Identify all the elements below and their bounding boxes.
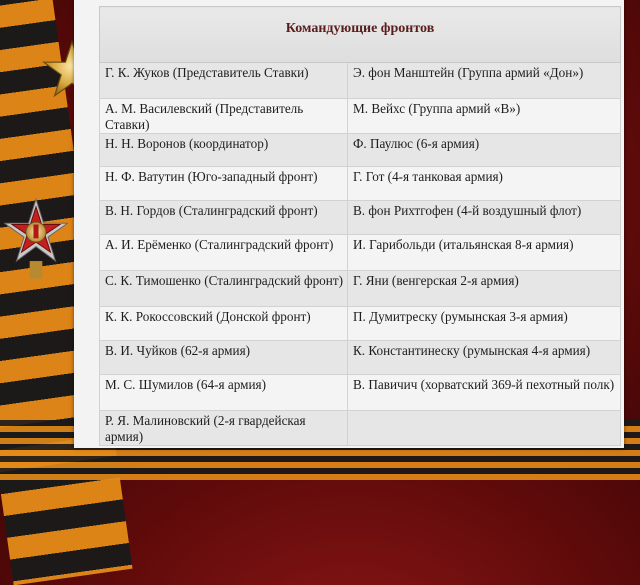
table-row (100, 341, 621, 375)
table-row (100, 271, 621, 307)
axis-commander-cell: Э. фон Манштейн (Группа армий «Дон») (348, 63, 621, 99)
table-row (100, 167, 621, 201)
table-title: Командующие фронтов (100, 7, 621, 63)
soviet-commander-cell: В. Н. Гордов (Сталинградский фронт) (100, 201, 348, 235)
commanders-panel (74, 0, 624, 448)
axis-commander-cell: К. Константинеску (румынская 4-я армия) (348, 341, 621, 375)
axis-commander-cell: Ф. Паулюс (6-я армия) (348, 134, 621, 167)
axis-commander-cell: Г. Яни (венгерская 2-я армия) (348, 271, 621, 307)
table-row (100, 63, 621, 99)
soviet-commander-cell: Р. Я. Малиновский (2-я гвардейская армия) (100, 411, 348, 446)
axis-commander-cell: И. Гарибольди (итальянская 8-я армия) (348, 235, 621, 271)
soviet-commander-cell: С. К. Тимошенко (Сталинградский фронт) (100, 271, 348, 307)
table-body (100, 63, 621, 446)
soviet-commander-cell: А. И. Ерёменко (Сталинградский фронт) (100, 235, 348, 271)
table-row (100, 411, 621, 446)
axis-commander-cell: П. Думитреску (румынская 3-я армия) (348, 307, 621, 341)
soviet-commander-cell: В. И. Чуйков (62-я армия) (100, 341, 348, 375)
soviet-commander-cell: Н. Ф. Ватутин (Юго-западный фронт) (100, 167, 348, 201)
soviet-commander-cell: Г. К. Жуков (Представитель Ставки) (100, 63, 348, 99)
axis-commander-cell: В. фон Рихтгофен (4-й воздушный флот) (348, 201, 621, 235)
table-row (100, 201, 621, 235)
soviet-commander-cell: К. К. Рокоссовский (Донской фронт) (100, 307, 348, 341)
table-row (100, 235, 621, 271)
commanders-table (99, 6, 621, 446)
table-row (100, 307, 621, 341)
soviet-commander-cell: Н. Н. Воронов (координатор) (100, 134, 348, 167)
axis-commander-cell: М. Вейхс (Группа армий «В») (348, 99, 621, 134)
table-row (100, 375, 621, 411)
axis-commander-cell: Г. Гот (4-я танковая армия) (348, 167, 621, 201)
soviet-commander-cell: А. М. Василевский (Представитель Ставки) (100, 99, 348, 134)
soviet-commander-cell: М. С. Шумилов (64-я армия) (100, 375, 348, 411)
axis-commander-cell: В. Павичич (хорватский 369-й пехотный полк) (348, 375, 621, 411)
axis-commander-cell (348, 411, 621, 446)
table-row (100, 134, 621, 167)
table-row (100, 99, 621, 134)
order-of-patriotic-war-icon (4, 198, 68, 280)
